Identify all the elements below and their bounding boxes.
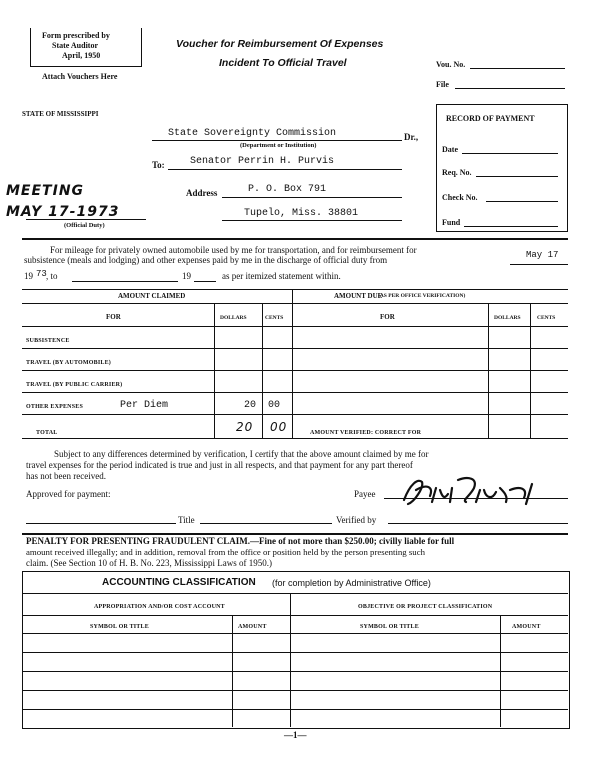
row-label-other: OTHER EXPENSES: [26, 404, 83, 410]
date-label: Date: [442, 145, 458, 154]
accounting-row-line: [22, 709, 568, 710]
accounting-row-line: [22, 690, 568, 691]
certification-line1: Subject to any differences determined by verification, I certify that the above amount claimed by me for: [54, 449, 429, 459]
section-divider-1: [22, 238, 568, 240]
approved-signature-field[interactable]: [26, 523, 176, 524]
department-value: State Sovereignty Commission: [168, 128, 337, 139]
address-field-1[interactable]: [222, 197, 402, 198]
state-label: STATE OF MISSISSIPPI: [22, 110, 99, 118]
year-value: 73: [36, 269, 47, 279]
form-title: Voucher for Reimbursement Of Expenses: [176, 38, 384, 50]
title-field[interactable]: [200, 523, 332, 524]
fund-field[interactable]: [464, 226, 558, 227]
dr-label: Dr.,: [404, 132, 419, 142]
statement-suffix: as per itemized statement within.: [222, 271, 341, 281]
total-dollars: 20: [236, 420, 254, 434]
page-number: —1—: [284, 730, 307, 740]
certification-line2: travel expenses for the period indicated is true and just in all respects, and that payment for any part thereof: [26, 460, 413, 470]
table-top: [22, 289, 568, 290]
to-field[interactable]: [168, 169, 402, 170]
form-subtitle: Incident To Official Travel: [219, 57, 347, 69]
row-cents-other: 00: [268, 400, 281, 411]
certification-line3: has not been received.: [26, 471, 106, 481]
row-line: [22, 392, 568, 393]
fund-label: Fund: [442, 218, 461, 227]
address-line1: P. O. Box 791: [248, 184, 327, 195]
row-label-travel-auto: TRAVEL (BY AUTOMOBILE): [26, 360, 111, 366]
accounting-subheader-line: [22, 615, 568, 616]
from-date-value: May 17: [526, 250, 559, 260]
year-prefix: 19: [24, 271, 33, 281]
verified-label: AMOUNT VERIFIED: CORRECT FOR: [310, 430, 422, 436]
payee-signature: [396, 474, 556, 508]
amount-header-left: AMOUNT: [238, 624, 267, 630]
accounting-box: [22, 571, 570, 729]
address-field-2[interactable]: [222, 220, 402, 221]
accounting-row-line: [22, 671, 568, 672]
total-cents: 00: [270, 420, 288, 434]
address-line2: Tupelo, Miss. 38801: [244, 208, 359, 219]
accounting-subtitle: (for completion by Administrative Office): [272, 578, 431, 588]
penalty-line1: PENALTY FOR PRESENTING FRAUDULENT CLAIM.—Fine of not more than $250.00; civilly liable for full: [26, 536, 455, 546]
symbol-header-left: SYMBOL OR TITLE: [90, 624, 149, 630]
accounting-divider: [290, 593, 291, 727]
row-desc-other: Per Diem: [120, 400, 169, 411]
title-label: Title: [178, 515, 195, 525]
col-line: [214, 303, 215, 438]
accounting-col-header-line: [22, 633, 568, 634]
col-line-divider: [292, 289, 293, 438]
amount-due-header: AMOUNT DUE: [334, 292, 383, 300]
year2-field[interactable]: [194, 281, 216, 282]
cents-header-right: CENTS: [537, 315, 556, 321]
handwritten-date: MAY 17-1973: [6, 204, 120, 220]
department-field[interactable]: [152, 140, 402, 141]
row-line: [22, 414, 568, 415]
table-bottom: [22, 438, 568, 439]
objective-header: OBJECTIVE OR PROJECT CLASSIFICATION: [358, 604, 493, 610]
statement-line1: For mileage for privately owned automobile used by me for transportation, and for reimbursement for: [50, 245, 417, 255]
date-field[interactable]: [462, 153, 558, 154]
accounting-row-line: [22, 652, 568, 653]
verified-by-label: Verified by: [336, 515, 377, 525]
record-of-payment-title: RECORD OF PAYMENT: [446, 114, 535, 123]
table-header-line: [22, 303, 568, 304]
dollars-header-right: DOLLARS: [494, 315, 521, 321]
column-header-line: [22, 326, 568, 327]
file-field[interactable]: [455, 88, 565, 89]
statement-line2: subsistence (meals and lodging) and other expenses paid by me in the discharge of official duty from: [24, 255, 388, 265]
for-header-right: FOR: [380, 313, 395, 321]
check-no-field[interactable]: [486, 201, 558, 202]
row-label-subsistence: SUBSISTENCE: [26, 338, 70, 344]
to-value: Senator Perrin H. Purvis: [190, 156, 335, 167]
attach-vouchers: Attach Vouchers Here: [42, 72, 118, 81]
payee-label: Payee: [354, 489, 376, 499]
to-label: To:: [152, 160, 165, 170]
official-duty-field[interactable]: [26, 219, 146, 220]
vou-no-field[interactable]: [470, 68, 565, 69]
prescribed-line3: April, 1950: [62, 51, 101, 60]
to-connector: , to: [46, 271, 58, 281]
official-duty-caption: (Official Duty): [64, 222, 105, 229]
file-label: File: [436, 80, 449, 89]
row-line: [22, 348, 568, 349]
col-line: [488, 303, 489, 438]
to-date-field[interactable]: [72, 281, 178, 282]
col-line: [530, 303, 531, 438]
accounting-header-line: [22, 593, 568, 594]
row-dollars-other: 20: [244, 400, 257, 411]
total-label: TOTAL: [36, 430, 58, 436]
accounting-title: ACCOUNTING CLASSIFICATION: [102, 577, 256, 588]
from-date-field[interactable]: [510, 264, 568, 265]
approved-label: Approved for payment:: [26, 489, 111, 499]
vou-no-label: Vou. No.: [436, 60, 466, 69]
check-no-label: Check No.: [442, 193, 478, 202]
year2-label: 19: [182, 271, 191, 281]
handwritten-meeting: MEETING: [6, 183, 85, 199]
col-line: [262, 303, 263, 438]
department-caption: (Department or Institution): [240, 142, 317, 149]
row-label-travel-carrier: TRAVEL (BY PUBLIC CARRIER): [26, 382, 123, 388]
symbol-header-right: SYMBOL OR TITLE: [360, 624, 419, 630]
dollars-header-left: DOLLARS: [220, 315, 247, 321]
row-line: [22, 370, 568, 371]
amount-claimed-header: AMOUNT CLAIMED: [118, 292, 186, 300]
penalty-line2: amount received illegally; and in addition, removal from the office or position held by the person presenting such: [26, 547, 426, 557]
amount-due-note: (AS PER OFFICE VERIFICATION): [378, 293, 466, 299]
section-divider-2: [22, 533, 568, 535]
req-no-field[interactable]: [476, 176, 558, 177]
appropriation-header: APPROPRIATION AND/OR COST ACCOUNT: [94, 604, 225, 610]
address-label: Address: [186, 188, 218, 198]
penalty-line3: claim. (See Section 10 of H. B. No. 223, Mississippi Laws of 1950.): [26, 558, 272, 568]
prescribed-line2: State Auditor: [52, 41, 98, 50]
req-no-label: Req. No.: [442, 168, 472, 177]
for-header-left: FOR: [106, 313, 121, 321]
prescribed-line1: Form prescribed by: [42, 31, 110, 40]
verified-by-field[interactable]: [388, 523, 568, 524]
amount-header-right: AMOUNT: [512, 624, 541, 630]
cents-header-left: CENTS: [265, 315, 284, 321]
